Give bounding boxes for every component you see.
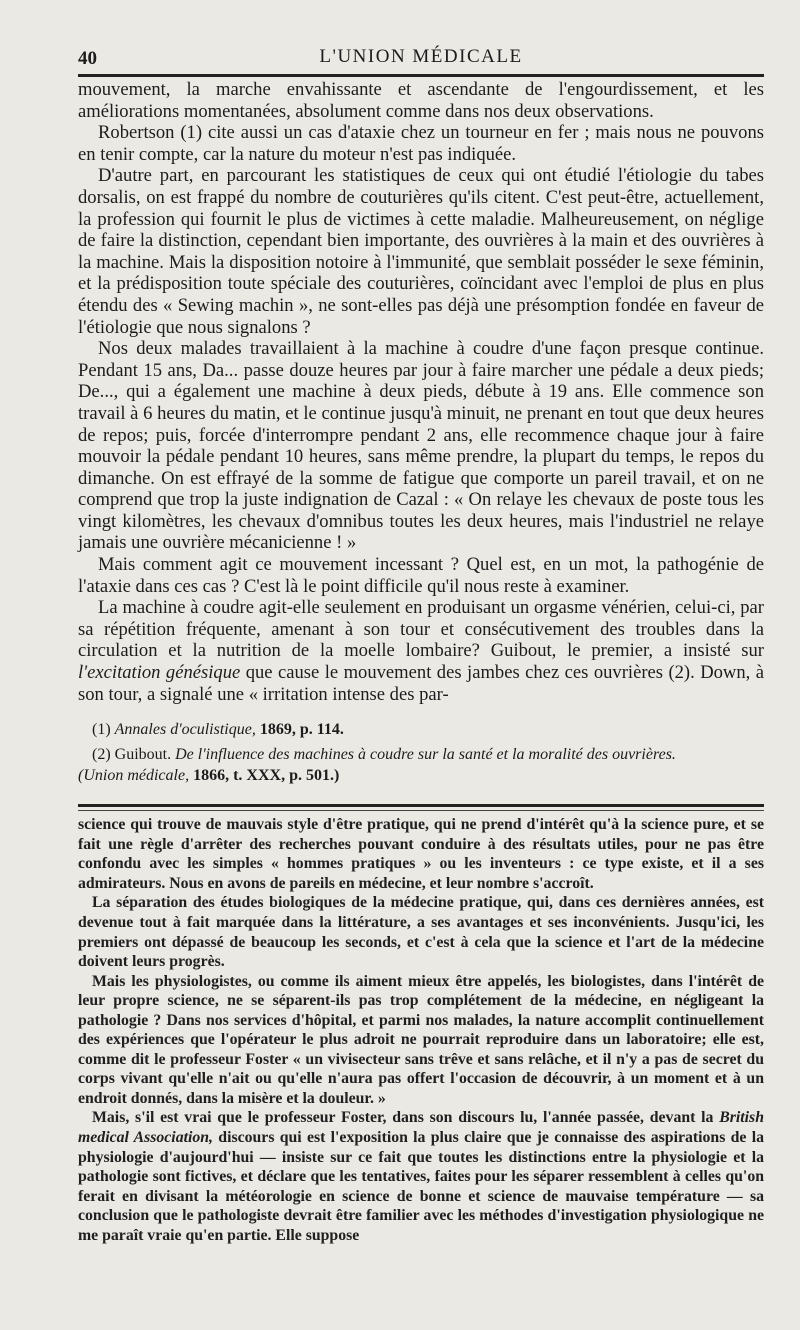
paragraph-last (78, 597, 764, 705)
paragraph: La séparation des études biologiques de la médecine pratique, qui, dans ces dernières années, est devenue tout à fait marquée dans la littérature, a ses avantages et ses inconvénients. Jusqu'ici, les premiers ont dépassé de beaucoup les seconds, et c'est à cela que la science et l'art de la médecine doivent leurs progrès. (78, 894, 764, 971)
page-number: 40 (78, 48, 97, 69)
footnote-journal: (Union médicale, (78, 767, 190, 785)
paragraph: science qui trouve de mauvais style d'être pratique, qui ne prend d'intérêt qu'à la science pure, et se fait une règle d'arrêter des recherches pouvant conduire à des résultats utiles, pour ne pas être confondu avec les simples « hommes pratiques » ou les inventeurs : ce type existe, et il a ses admirateurs. Nous en avons de pareils en médecine, et leur nombre s'accroît. (78, 816, 764, 892)
italic-term: British medical Association, (78, 1109, 764, 1146)
footnote-title: Annales d'oculistique, (114, 721, 256, 739)
footnotes (78, 719, 764, 798)
section-separator (78, 804, 764, 811)
footnote-title: De l'influence des machines à coudre sur la santé et la moralité des ouvrières. (175, 746, 676, 764)
footnote-ref: 1866, t. XXX, p. 501.) (189, 767, 340, 785)
article-body (78, 77, 764, 705)
paragraph-last (78, 1108, 764, 1245)
footnote-2 (78, 744, 764, 786)
text-run: que cause le mouvement des jambes chez ces ouvrières (2). Down, à son tour, a signalé une « irritation intense des par- (78, 662, 765, 705)
page-header (78, 0, 764, 74)
paragraph: mouvement, la marche envahissante et ascendante de l'engourdissement, et les améliorations momentanées, absolument comme dans nos deux observations. (78, 79, 764, 122)
paragraph: Mais les physiologistes, ou comme ils aiment mieux être appelés, les biologistes, dans l'intérêt de leur propre science, ne se séparent-ils pas trop complétement de la médecine, en négligeant la pathologie ? Dans nos services d'hôpital, et parmi nos malades, la nature accomplit continuellement des expériences que l'opérateur le plus adroit ne pourrait reproduire dans un laboratoire; elle est, comme dit le professeur Foster « un vivisecteur sans trêve et sans relâche, et il n'y a pas de secret du corps vivant qu'elle n'ait ou qu'elle n'aura pas offert l'occasion de découvrir, à un moment et à un endroit donnés, dans la misère et la douleur. » (78, 972, 764, 1107)
footnote-label: (1) (92, 721, 115, 739)
separator-rule-thick (78, 804, 764, 807)
text-run: discours qui est l'exposition la plus claire que je connaisse des aspirations de la physiologie d'aujourd'hui — insiste sur ce fait que toutes les distinctions entre la physiologie et la pathologie sont fictives, et déclare que les tentatives, faites pour les séparer ressemblent à celles qu'on ferait en divisant la météorologie en science de bonne et science de mauvaise température — sa conclusion que le pathologiste devrait être familier avec les méthodes d'investigation physiologique ne me paraît vraie qu'en partie. Elle suppose (78, 1128, 764, 1244)
paragraph: Robertson (1) cite aussi un cas d'ataxie chez un tourneur en fer ; mais nous ne pouvons en tenir compte, car la nature du moteur n'est pas indiquée. (78, 122, 764, 165)
text-run: La machine à coudre agit-elle seulement en produisant un orgasme vénérien, celui-ci, par sa répétition fréquente, amenant à son tour et consécutivement des troubles dans la circulation et la nutrition de la moelle lombaire? Guibout, le premier, a insisté sur (78, 597, 764, 662)
paragraph: Mais comment agit ce mouvement incessant ? Quel est, en un mot, la pathogénie de l'ataxie dans ces cas ? C'est là le point difficile qu'il nous reste à examiner. (78, 554, 764, 597)
paragraph: Nos deux malades travaillaient à la machine à coudre d'une façon presque continue. Pendant 15 ans, Da... passe douze heures par jour à faire marcher une pédale a deux pieds; De..., qui a également une machine à deux pieds, débute à 19 ans. Elle commence son travail à 6 heures du matin, et le continue jusqu'à minuit, ne prenant en tout que deux heures de repos; puis, forcée d'interrompre pendant 2 ans, elle recommence chaque jour à faire mouvoir la pédale pendant 10 heures, sans même prendre, la plupart du temps, le repos du dimanche. On est effrayé de la somme de fatigue que comporte un pareil travail, et on ne comprend que trop la juste indignation de Cazal : « On relaye les chevaux de poste tous les vingt kilomètres, les chevaux d'omnibus toutes les deux heures, mais l'industriel ne relaye jamais une ouvrière mécanicienne ! » (78, 338, 764, 554)
footnote-label: (2) Guibout. (92, 746, 176, 764)
feuilleton-body (78, 811, 764, 1245)
italic-term: l'excitation génésique (78, 662, 241, 684)
footnote-ref: 1869, p. 114. (255, 721, 344, 739)
text-run: Mais, s'il est vrai que le professeur Foster, dans son discours lu, l'année passée, devant la (92, 1109, 720, 1127)
footnote-1 (78, 719, 764, 740)
paragraph: D'autre part, en parcourant les statistiques de ceux qui ont étudié l'étiologie du tabes dorsalis, on est frappé du nombre de couturières qu'ils citent. C'est peut-être, actuellement, la profession qui fournit le plus de victimes à cette maladie. Malheureusement, on néglige de faire la distinction, cependant bien importante, des ouvrières à la main et des ouvrières à la machine. Mais la disposition notoire à l'immunité, que semblait posséder le sexe féminin, et la prédisposition toute spéciale des couturières, coïncidant avec l'emploi de plus en plus étendu des « Sewing machin », ne sont-elles pas déjà une présomption fondée en faveur de l'étiologie que nous signalons ? (78, 165, 764, 338)
running-title: L'UNION MÉDICALE (319, 46, 523, 67)
